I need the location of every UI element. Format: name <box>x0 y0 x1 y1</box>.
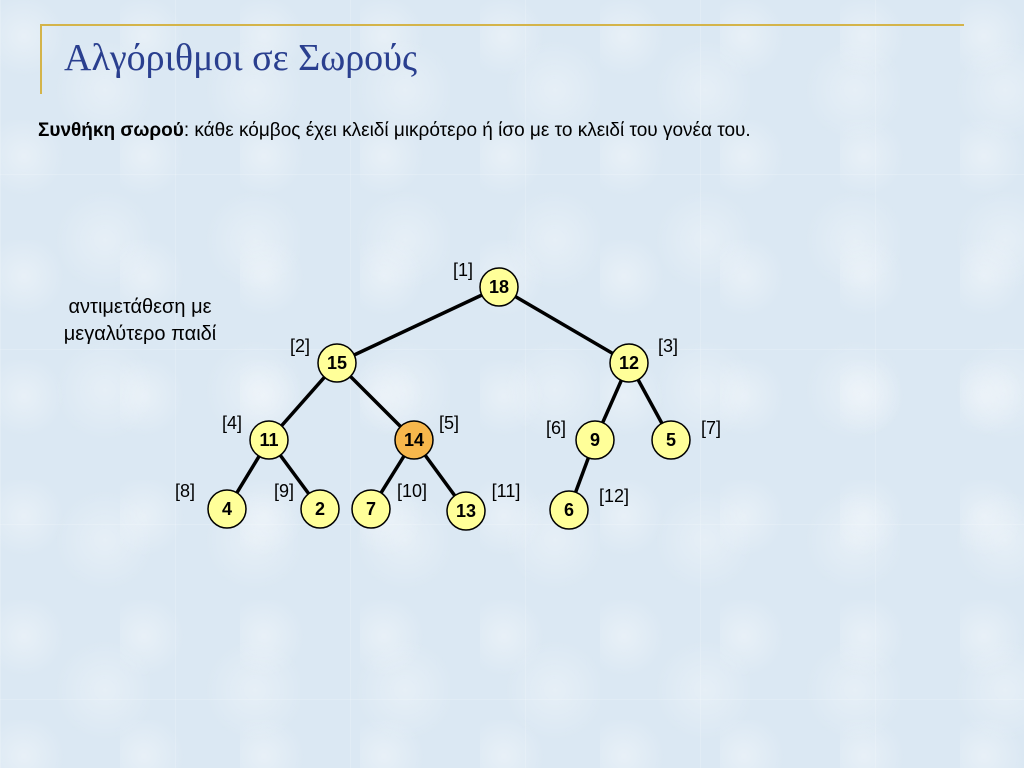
heap-node-key: 9 <box>589 430 601 450</box>
heap-edge-1-3 <box>499 287 629 363</box>
heap-node-2 <box>290 336 356 382</box>
heap-node-index-label: [3] <box>657 336 679 356</box>
heap-edge-1-2 <box>337 287 499 363</box>
heap-node-index-label: [9] <box>273 481 295 501</box>
heap-node-index-label: [11] <box>491 481 521 501</box>
heap-node-key: 2 <box>314 499 326 519</box>
heap-node-key: 15 <box>326 353 348 373</box>
heap-node-11 <box>447 481 520 530</box>
heap-condition-label: Συνθήκη σωρού <box>38 120 184 141</box>
heap-node-10 <box>352 481 427 528</box>
heap-node-12 <box>550 486 629 529</box>
heap-node-index-label: [7] <box>700 418 722 438</box>
heap-node-key: 14 <box>403 430 425 450</box>
heap-node-index-label: [5] <box>438 413 460 433</box>
heap-node-7 <box>652 418 721 459</box>
heap-node-key: 18 <box>488 277 510 297</box>
heap-node-8 <box>175 481 246 528</box>
heap-node-key: 4 <box>221 499 233 519</box>
heap-node-4 <box>222 413 288 459</box>
heap-node-index-label: [12] <box>598 486 630 506</box>
heap-node-index-label: [10] <box>396 481 428 501</box>
heap-node-index-label: [2] <box>289 336 311 356</box>
slide-title: Αλγόριθμοι σε Σωρούς <box>64 37 418 79</box>
heap-node-index-label: [8] <box>174 481 196 501</box>
heap-node-key: 12 <box>618 353 640 373</box>
heap-node-key: 5 <box>665 430 677 450</box>
swap-note-line-1: αντιμετάθεση με <box>68 296 212 318</box>
heap-node-index-label: [6] <box>545 418 567 438</box>
heap-node-key: 11 <box>259 430 279 450</box>
heap-node-key: 7 <box>365 499 377 519</box>
swap-note-line-2: μεγαλύτερο παιδί <box>63 323 217 345</box>
heap-node-6 <box>546 418 614 459</box>
heap-node-key: 6 <box>563 500 575 520</box>
heap-node-5 <box>395 413 459 459</box>
heap-node-key: 13 <box>455 501 477 521</box>
heap-condition-text: : κάθε κόμβος έχει κλειδί μικρότερο ή ίσο με το κλειδί του γονέα του. <box>183 120 751 141</box>
heap-node-index-label: [4] <box>221 413 243 433</box>
heap-node-1 <box>453 260 518 306</box>
heap-node-index-label: [1] <box>452 260 474 280</box>
heap-edges <box>227 287 671 511</box>
heap-node-3 <box>610 336 678 382</box>
